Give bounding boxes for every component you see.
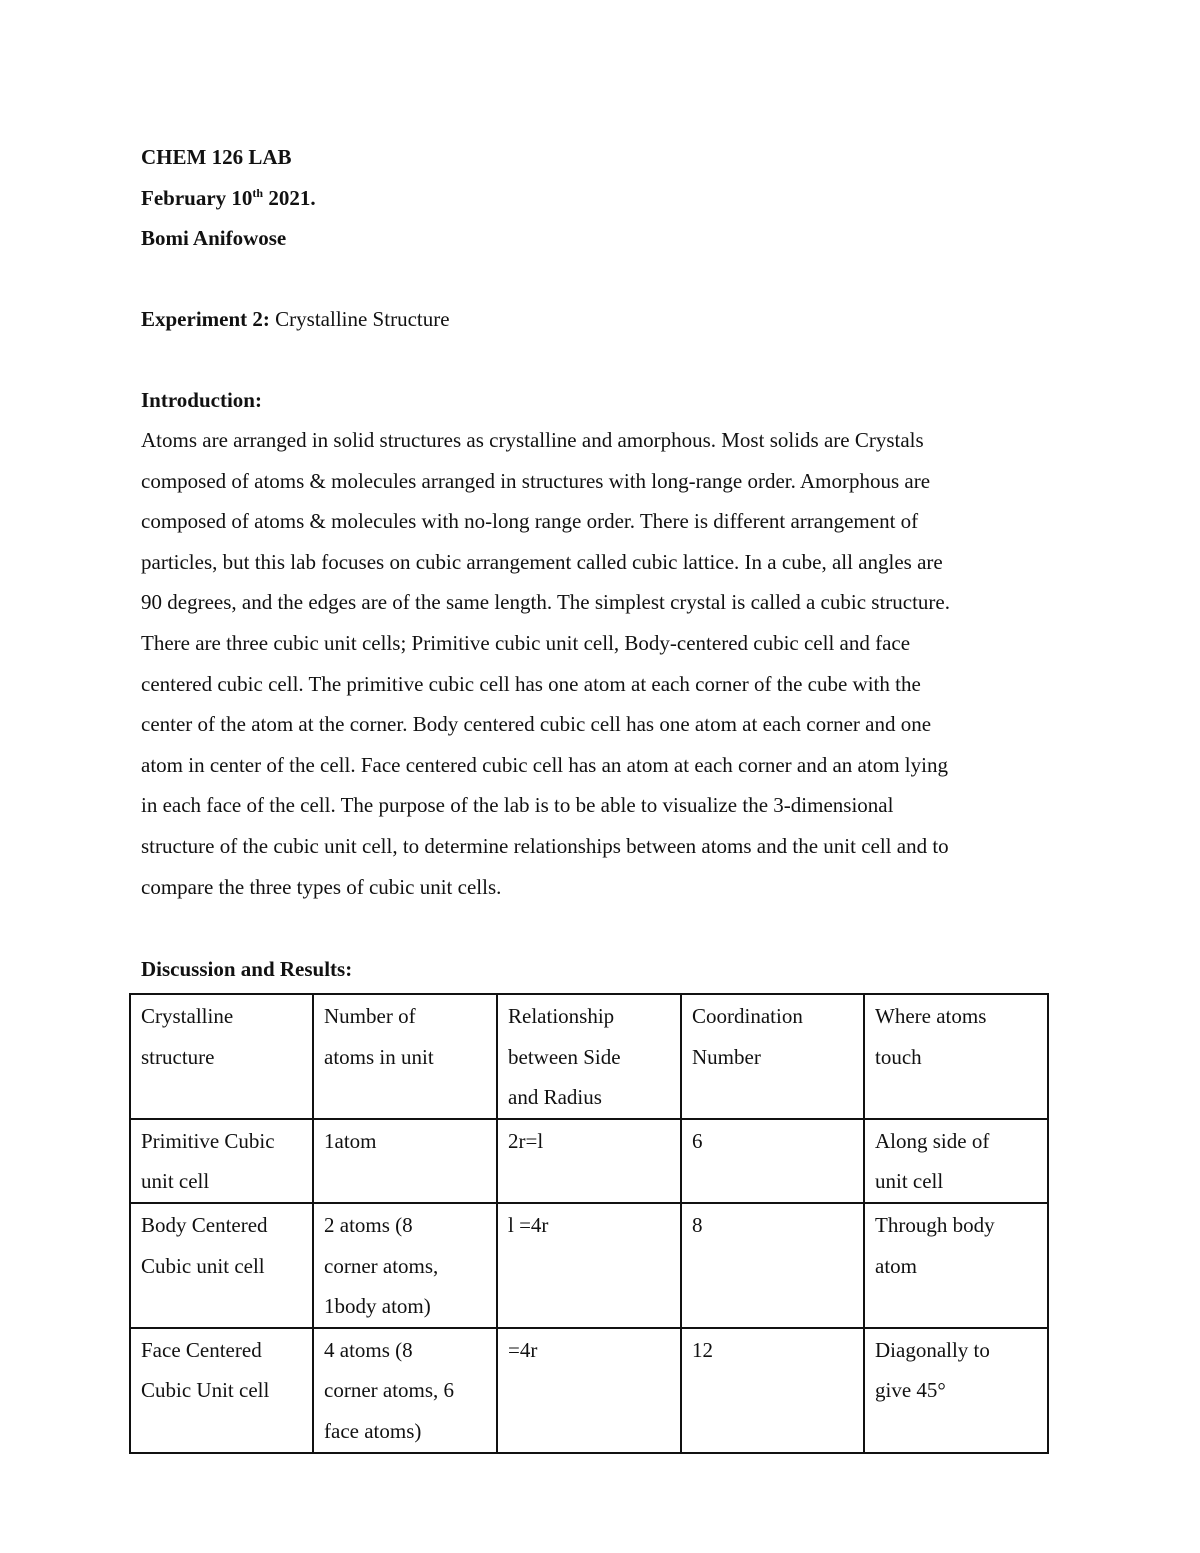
- cell-line: Number of: [324, 1004, 416, 1028]
- header-cell-atoms: [313, 994, 497, 1119]
- course-title: CHEM 126 LAB: [141, 145, 292, 169]
- cell-line: 2 atoms (8: [324, 1212, 413, 1237]
- cell-line: between Side: [508, 1044, 621, 1069]
- cell-line: 4 atoms (8: [324, 1337, 413, 1362]
- table-row: [130, 1203, 1048, 1328]
- cell-line: l =4r: [508, 1212, 549, 1237]
- table-cell: [313, 1119, 497, 1203]
- cell-line: face atoms): [324, 1418, 422, 1443]
- paragraph-line: 90 degrees, and the edges are of the same length. The simplest crystal is called a cubic structure.: [141, 590, 950, 615]
- cell-line: unit cell: [875, 1169, 944, 1194]
- header-cell-structure: [130, 994, 313, 1119]
- cell-line: 1atom: [324, 1128, 377, 1153]
- table-cell: [864, 1203, 1048, 1328]
- paragraph-line: centered cubic cell. The primitive cubic cell has one atom at each corner of the cube with the: [141, 671, 921, 696]
- table-row: [130, 1328, 1048, 1453]
- table-cell: [313, 1203, 497, 1328]
- cell-line: Cubic unit cell: [141, 1253, 265, 1278]
- cell-line: 6: [692, 1128, 703, 1153]
- cell-line: Primitive Cubic: [141, 1128, 275, 1153]
- cell-line: Body Centered: [141, 1212, 268, 1237]
- cell-line: 2r=l: [508, 1128, 544, 1153]
- cell-line: corner atoms, 6: [324, 1378, 455, 1403]
- table-cell: [681, 1119, 864, 1203]
- cell-line: Number: [692, 1044, 761, 1069]
- cell-line: 12: [692, 1337, 713, 1362]
- cell-line: Cubic Unit cell: [141, 1378, 270, 1403]
- table-cell: [681, 1203, 864, 1328]
- experiment-line: [141, 305, 450, 333]
- table-cell: [681, 1328, 864, 1453]
- cell-line: 1body atom): [324, 1294, 431, 1319]
- table-cell: [130, 1203, 313, 1328]
- cell-line: corner atoms,: [324, 1253, 439, 1278]
- cell-line: touch: [875, 1044, 922, 1069]
- author-name: Bomi Anifowose: [141, 226, 287, 250]
- paragraph-line: particles, but this lab focuses on cubic arrangement called cubic lattice. In a cube, all angles are: [141, 549, 943, 574]
- document-date: [141, 184, 316, 212]
- cell-line: Relationship: [508, 1004, 615, 1028]
- cell-line: Along side of: [875, 1128, 990, 1153]
- paragraph-line: atom in center of the cell. Face centered cubic cell has an atom at each corner and an atom lying: [141, 752, 948, 777]
- date-suffix: 2021.: [263, 186, 316, 210]
- table-cell: [313, 1328, 497, 1453]
- paragraph-line: in each face of the cell. The purpose of the lab is to be able to visualize the 3-dimensional: [141, 793, 894, 818]
- table-header-row: [130, 994, 1048, 1119]
- cell-line: =4r: [508, 1337, 538, 1362]
- table-cell: [864, 1119, 1048, 1203]
- date-superscript: th: [252, 186, 264, 200]
- cell-line: give 45°: [875, 1378, 946, 1403]
- table-cell: [497, 1328, 681, 1453]
- cell-line: Face Centered: [141, 1337, 262, 1362]
- results-heading: Discussion and Results:: [141, 957, 353, 981]
- table-cell: [497, 1119, 681, 1203]
- paragraph-line: structure of the cubic unit cell, to determine relationships between atoms and the unit cell and to: [141, 833, 949, 858]
- cell-line: atoms in unit: [324, 1044, 434, 1069]
- table-cell: [130, 1328, 313, 1453]
- table-row: [130, 1119, 1048, 1203]
- paragraph-line: compare the three types of cubic unit cells.: [141, 874, 502, 899]
- table-cell: [864, 1328, 1048, 1453]
- results-table: [129, 993, 1049, 1454]
- paragraph-line: composed of atoms & molecules with no-long range order. There is different arrangement of: [141, 509, 919, 534]
- paragraph-line: composed of atoms & molecules arranged in structures with long-range order. Amorphous are: [141, 468, 931, 493]
- paragraph-line: center of the atom at the corner. Body centered cubic cell has one atom at each corner and one: [141, 712, 932, 737]
- cell-line: structure: [141, 1044, 215, 1069]
- cell-line: 8: [692, 1212, 703, 1237]
- header-cell-relationship: [497, 994, 681, 1119]
- cell-line: Through body: [875, 1212, 995, 1237]
- cell-line: Coordination: [692, 1004, 803, 1028]
- experiment-title: Crystalline Structure: [269, 307, 450, 331]
- introduction-heading: Introduction:: [141, 388, 262, 412]
- date-prefix: February 10: [141, 186, 253, 210]
- cell-line: Crystalline: [141, 1004, 234, 1028]
- cell-line: unit cell: [141, 1169, 210, 1194]
- paragraph-line: Atoms are arranged in solid structures as crystalline and amorphous. Most solids are Crystals: [141, 428, 924, 452]
- table-cell: [497, 1203, 681, 1328]
- header-cell-touch: [864, 994, 1048, 1119]
- header-cell-coordination: [681, 994, 864, 1119]
- table-cell: [130, 1119, 313, 1203]
- experiment-label: Experiment 2:: [141, 307, 270, 331]
- paragraph-line: There are three cubic unit cells; Primitive cubic unit cell, Body-centered cubic cell and face: [141, 630, 911, 655]
- cell-line: Diagonally to: [875, 1337, 990, 1362]
- cell-line: Where atoms: [875, 1004, 987, 1028]
- introduction-paragraph: [141, 426, 1061, 913]
- cell-line: and Radius: [508, 1085, 602, 1110]
- cell-line: atom: [875, 1253, 917, 1278]
